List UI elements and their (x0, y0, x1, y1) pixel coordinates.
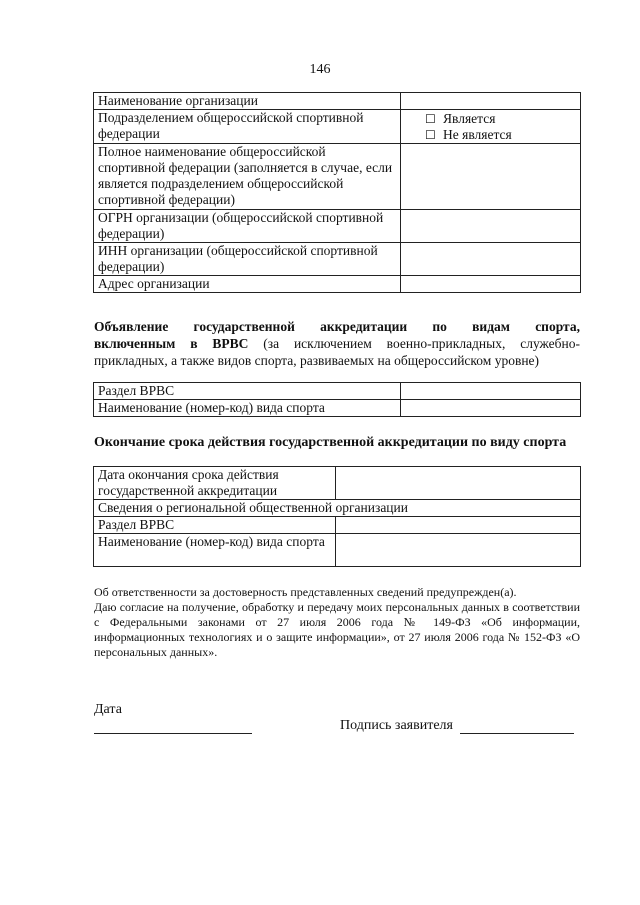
field-label: Подразделением общероссийской спортивной федерации (94, 110, 401, 144)
heading-word: государственной (193, 319, 295, 334)
table-row (94, 110, 581, 144)
field-label: Наименование организации (94, 93, 401, 110)
field-label: Раздел ВРВС (94, 383, 401, 400)
consent-note: Даю согласие на получение, обработку и передачу моих персональных данных в соответствии с Федеральными законами от 27 июля 2006 года № 149-ФЗ «Об информации, информационных технологиях и о защите информации», от 27 июля 2006 года № 152-ФЗ «О персональных данных». (94, 600, 580, 659)
sport-code-field[interactable] (336, 534, 581, 567)
table-row (94, 93, 581, 110)
address-field[interactable] (401, 276, 581, 293)
table-row (94, 534, 581, 567)
field-label: ОГРН организации (общероссийской спортивной федерации) (94, 210, 401, 243)
heading-word: аккредитации (320, 319, 408, 334)
heading-word: Объявление (94, 319, 169, 334)
table-row (94, 500, 581, 517)
table-row (94, 210, 581, 243)
heading-line (94, 318, 580, 335)
consent-notes (94, 585, 580, 660)
table-row (94, 383, 581, 400)
field-label: ИНН организации (общероссийской спортивной федерации) (94, 243, 401, 276)
field-label: Сведения о региональной общественной организации (94, 500, 581, 517)
expiration-date-field[interactable] (336, 467, 581, 500)
field-label: Полное наименование общероссийской спортивной федерации (заполняется в случае, если является подразделением общероссийской спортивной федерации) (94, 144, 401, 210)
field-label: Раздел ВРВС (94, 517, 336, 534)
federation-name-field[interactable] (401, 144, 581, 210)
option-label: Не является (443, 127, 512, 142)
table-row (94, 400, 581, 417)
table-row (94, 276, 581, 293)
field-label: Дата окончания срока действия государственной аккредитации (94, 467, 336, 500)
signature-input-line[interactable] (460, 733, 574, 734)
field-label: Наименование (номер-код) вида спорта (94, 400, 401, 417)
ogrn-field[interactable] (401, 210, 581, 243)
sport-code-field[interactable] (401, 400, 581, 417)
accreditation-table (93, 382, 581, 417)
heading-word: по (432, 319, 447, 334)
responsibility-note: Об ответственности за достоверность представленных сведений предупрежден(а). (94, 585, 517, 599)
heading-word: спорта, (535, 319, 580, 334)
date-input-line[interactable] (94, 733, 252, 734)
signature-label: Подпись заявителя (340, 718, 453, 733)
vrvs-section-field[interactable] (401, 383, 581, 400)
subdivision-options (401, 110, 581, 144)
page-number: 146 (309, 62, 331, 77)
field-label: Адрес организации (94, 276, 401, 293)
field-label: Наименование (номер-код) вида спорта (94, 534, 336, 567)
heading-rest (94, 335, 580, 369)
org-name-field[interactable] (401, 93, 581, 110)
inn-field[interactable] (401, 243, 581, 276)
option-is[interactable] (405, 111, 576, 127)
date-label: Дата (94, 702, 122, 717)
option-is-not[interactable] (405, 127, 576, 143)
heading-bold: включенным в ВРВС (94, 336, 249, 351)
section-heading-expiration: Окончание срока действия государственной аккредитации по виду спорта (94, 435, 567, 450)
table-row (94, 144, 581, 210)
table-row (94, 467, 581, 500)
vrvs-section-field[interactable] (336, 517, 581, 534)
table-row (94, 243, 581, 276)
checkbox-icon[interactable]: ☐ (425, 128, 436, 142)
checkbox-icon[interactable]: ☐ (425, 112, 436, 126)
table-row (94, 517, 581, 534)
heading-normal: (за исключением военно-прикладных, служебно-прикладных, а также видов спорта, развиваемых на общероссийском уровне) (94, 336, 580, 368)
heading-word: видам (472, 319, 510, 334)
section-heading-accreditation (94, 318, 580, 369)
expiration-table (93, 466, 581, 567)
option-label: Является (443, 111, 496, 126)
organization-table (93, 92, 581, 293)
